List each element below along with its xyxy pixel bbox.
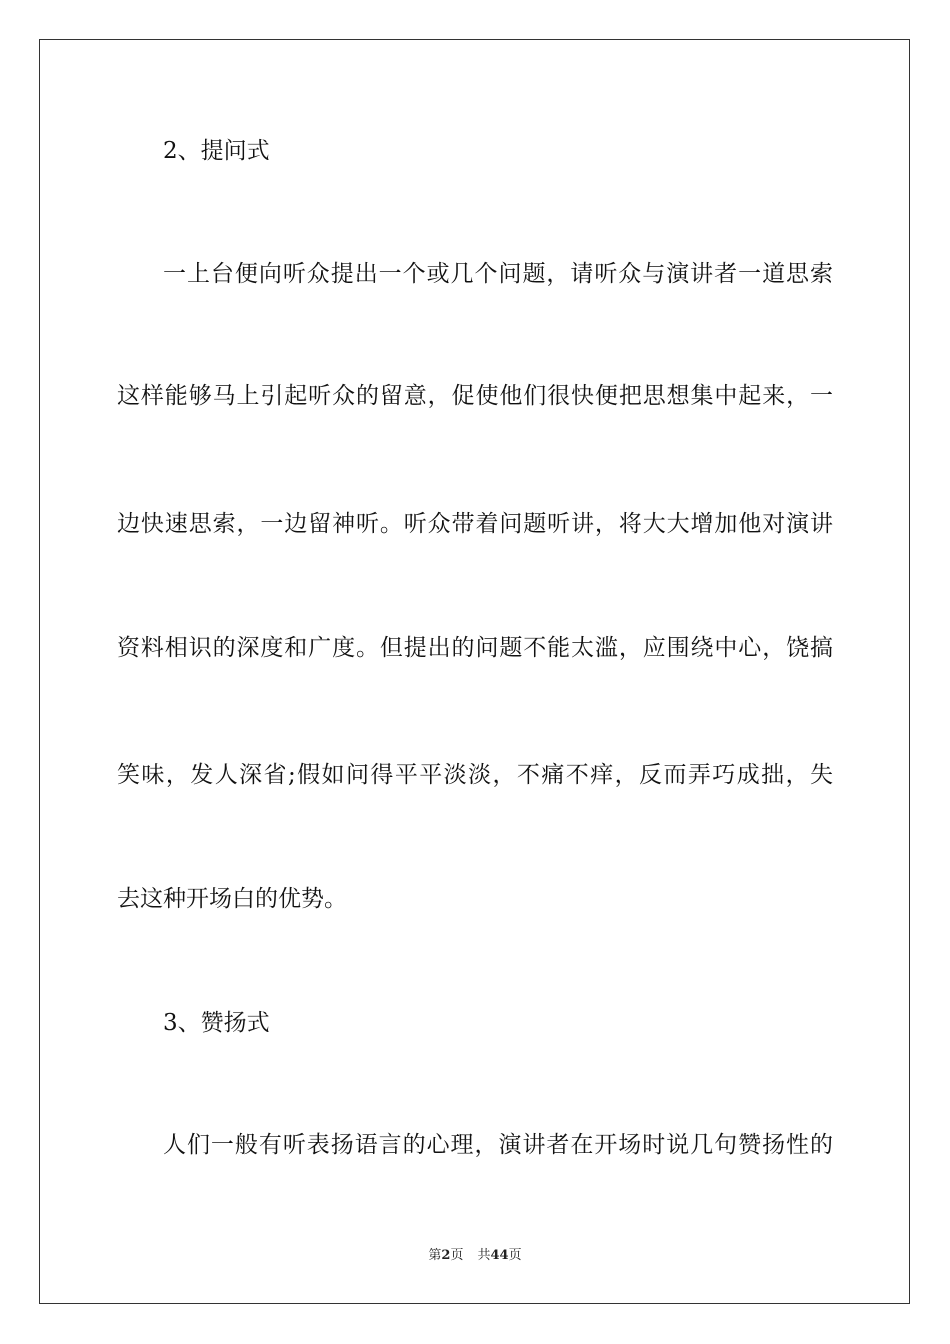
total-suffix: 页 [508, 1248, 522, 1263]
section-heading-2: 2、提问式 [163, 138, 270, 164]
total-prefix: 共 [477, 1248, 491, 1263]
page-number: 2 [441, 1248, 451, 1263]
paragraph-line: 边快速思索，一边留神听。听众带着问题听讲，将大大增加他对演讲 [117, 511, 833, 537]
paragraph-line: 人们一般有听表扬语言的心理，演讲者在开场时说几句赞扬性的 [163, 1132, 833, 1158]
paragraph-line: 这样能够马上引起听众的留意，促使他们很快便把思想集中起来，一 [117, 383, 833, 409]
total-pages: 44 [490, 1248, 509, 1263]
page-prefix: 第 [428, 1248, 442, 1263]
section-heading-3: 3、赞扬式 [163, 1010, 270, 1036]
paragraph-line: 去这种开场白的优势。 [117, 886, 347, 912]
paragraph-line: 笑味，发人深省;假如问得平平淡淡，不痛不痒，反而弄巧成拙，失 [117, 762, 833, 788]
page-footer [0, 1247, 950, 1265]
page-border [39, 39, 910, 1304]
paragraph-line: 一上台便向听众提出一个或几个问题，请听众与演讲者一道思索 [163, 261, 833, 287]
paragraph-line: 资料相识的深度和广度。但提出的问题不能太滥，应围绕中心，饶搞 [117, 635, 833, 661]
page-suffix: 页 [450, 1248, 464, 1263]
